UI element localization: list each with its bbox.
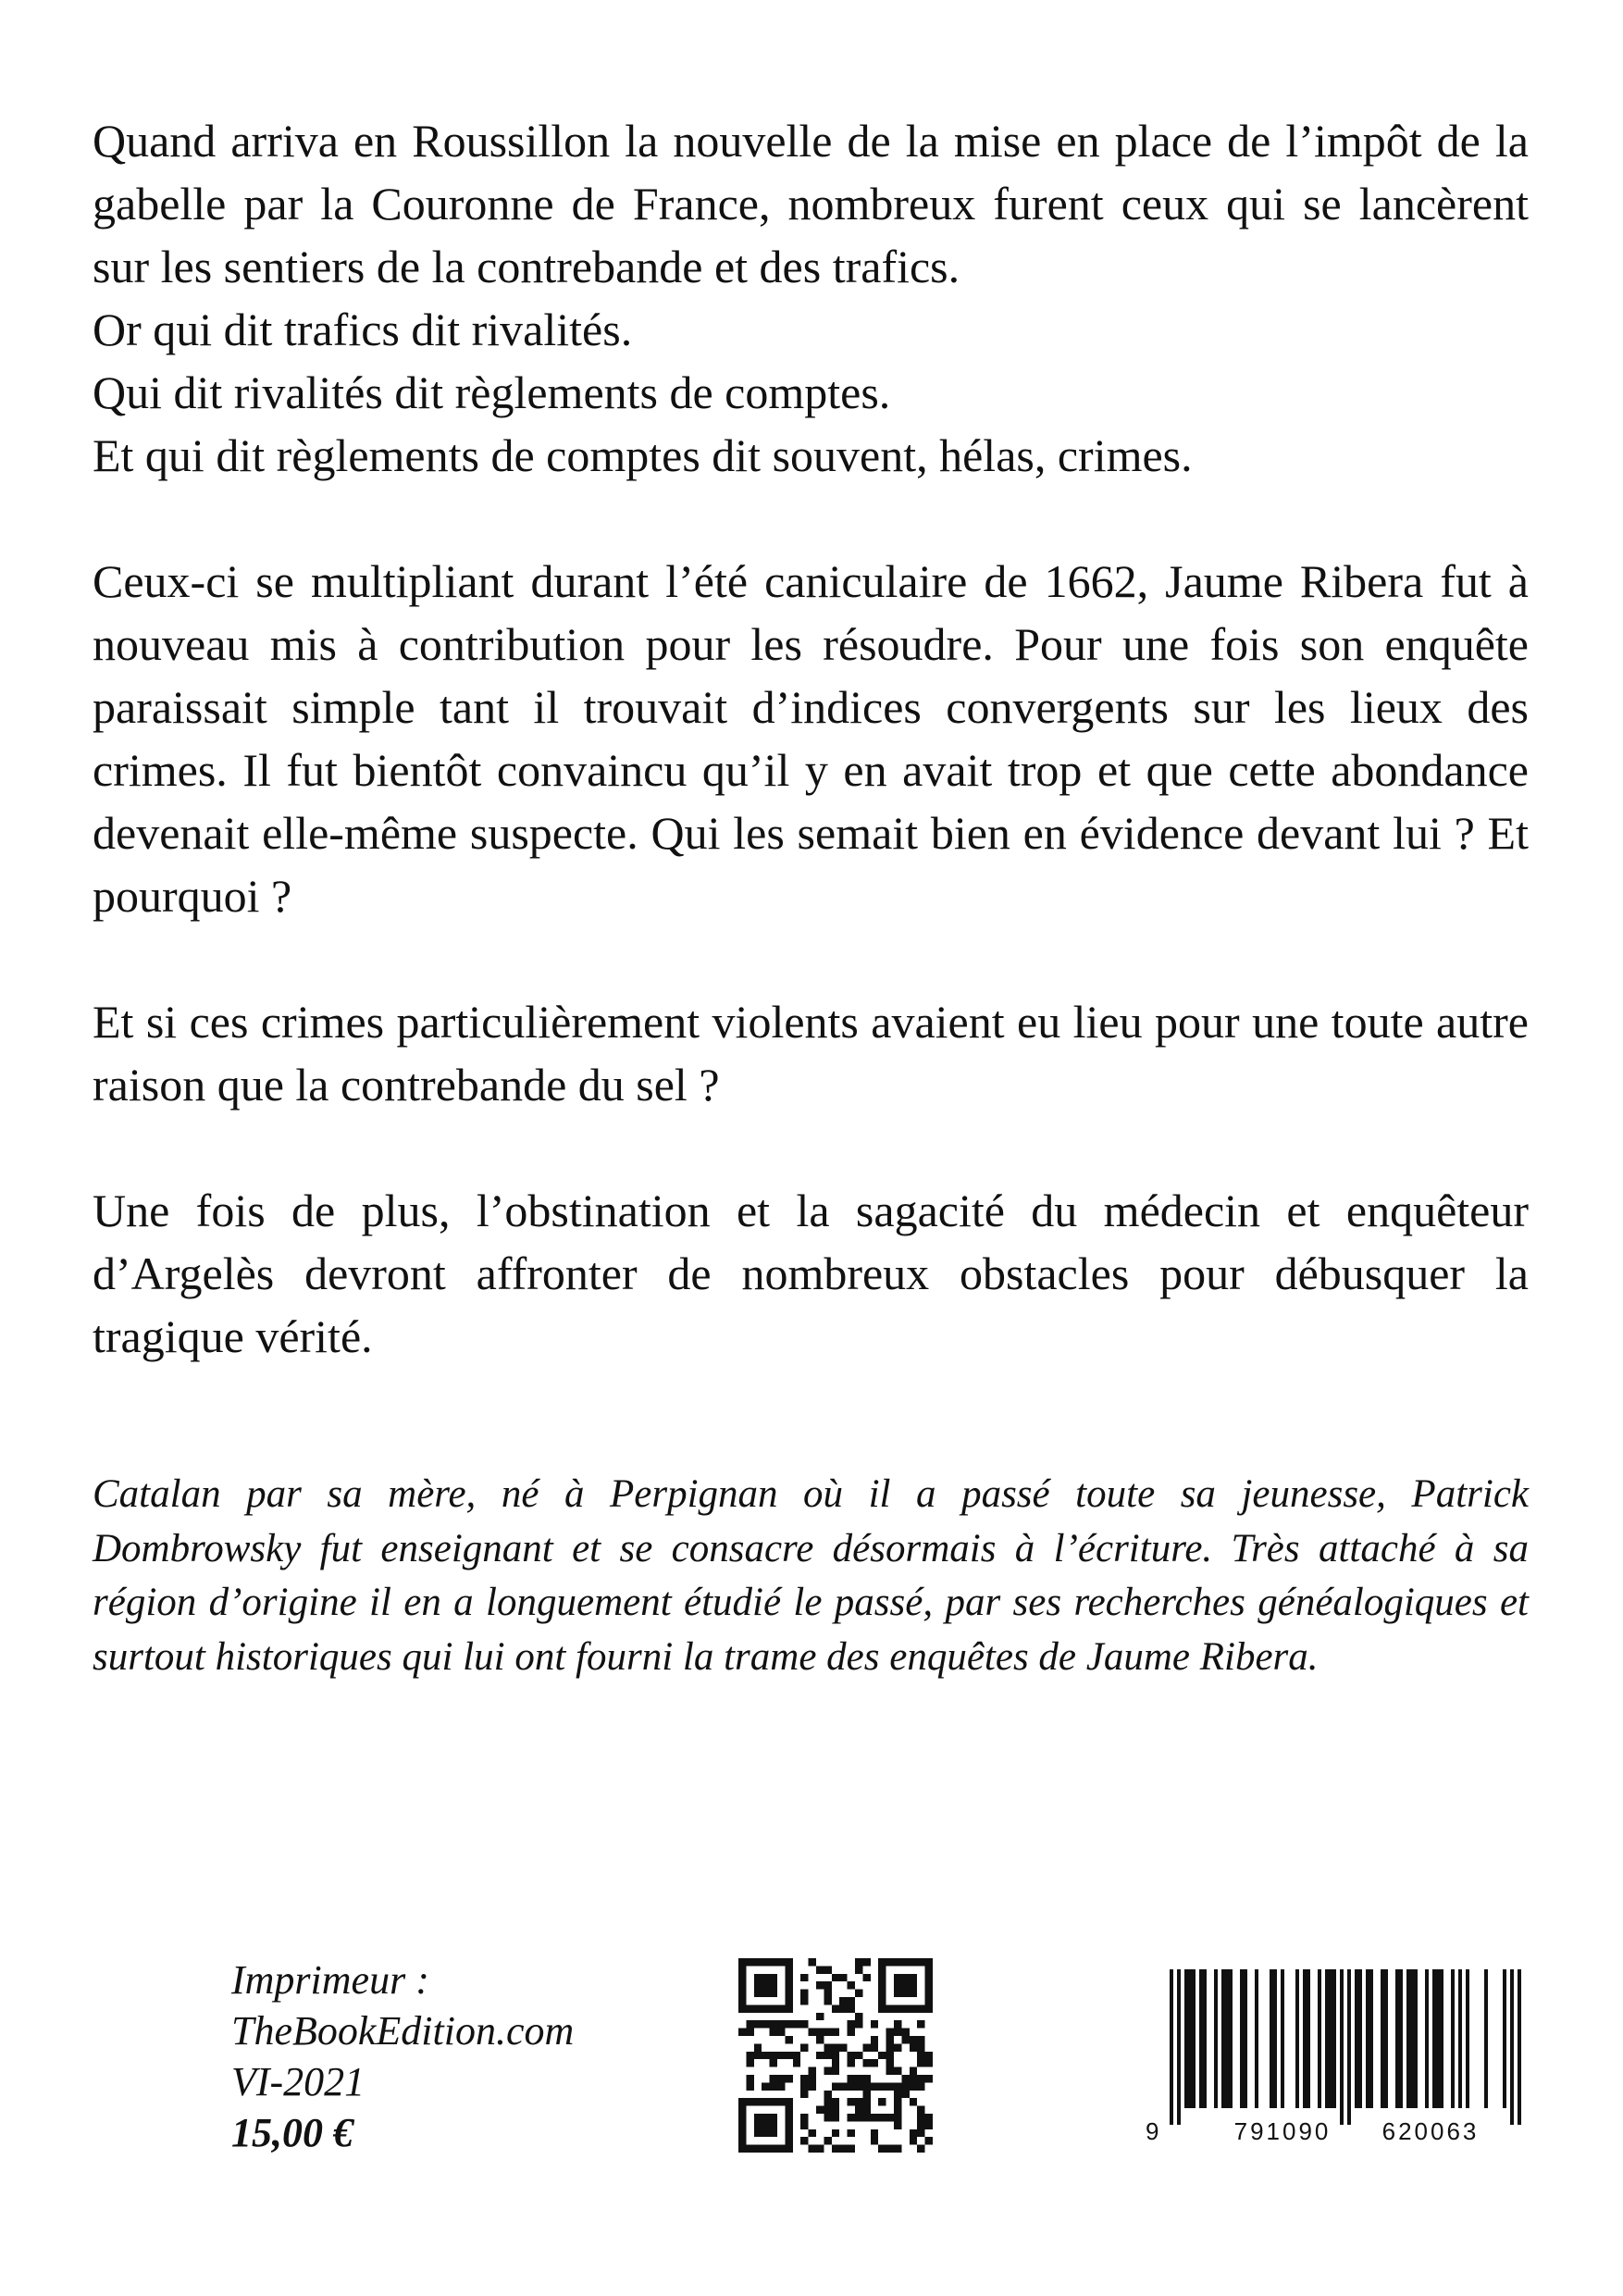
blurb-p1-line: Et qui dit règlements de comptes dit souvent, hélas, crimes. xyxy=(93,429,1193,481)
blurb-paragraph-3: Et si ces crimes particulièrement violents avaient eu lieu pour une toute autre raison que la contrebande du sel ? xyxy=(93,996,1529,1111)
blurb xyxy=(93,109,1529,1431)
barcode-group-1: 791090 xyxy=(1233,2117,1332,2145)
blurb-paragraph-4: Une fois de plus, l’obstination et la sagacité du médecin et enquêteur d’Argelès devront affronter de nombreux obstacles pour débusquer la tragique vérité. xyxy=(93,1185,1529,1362)
barcode-first-digit: 9 xyxy=(1146,2117,1159,2145)
blurb-p1-sentence: Quand arriva en Roussillon la nouvelle de la mise en place de l’impôt de la gabelle par la Couronne de France, nombreux furent ceux qui se lancèrent sur les sentiers de la contrebande et des trafics. xyxy=(93,115,1529,292)
author-bio: Catalan par sa mère, né à Perpignan où il a passé toute sa jeunesse, Patrick Dombrowsky fut enseignant et se consacre désormais à l’écriture. Très attaché à sa région d’origine il en a longuement étudié le passé, par ses recherches généalogiques et surtout historiques qui lui ont fourni la trame des enquêtes de Jaume Ribera. xyxy=(93,1472,1529,1679)
printer-name: TheBookEdition.com xyxy=(231,2008,575,2054)
blurb-p1-line: Or qui dit trafics dit rivalités. xyxy=(93,304,633,355)
qr-code-icon xyxy=(738,1958,933,2153)
blurb-paragraph-2: Ceux-ci se multipliant durant l’été caniculaire de 1662, Jaume Ribera fut à nouveau mis à contribution pour les résoudre. Pour une fois son enquête paraissait simple tant il trouvait d’indices convergents sur les lieux des crimes. Il fut bientôt convaincu qu’il y en avait trop et que cette abondance devenait elle-même suspecte. Qui les semait bien en évidence devant lui ? Et pourquoi ? xyxy=(93,555,1529,922)
isbn-barcode xyxy=(1144,1969,1529,2145)
price: 15,00 € xyxy=(231,2110,353,2155)
imprint-block xyxy=(231,1955,574,2158)
blurb-p1-line: Qui dit rivalités dit règlements de comptes. xyxy=(93,366,891,418)
print-date: VI-2021 xyxy=(231,2059,365,2104)
barcode-bars xyxy=(1170,1969,1521,2125)
imprint-label: Imprimeur : xyxy=(231,1957,429,2003)
barcode-group-2: 620063 xyxy=(1381,2117,1480,2145)
blurb-paragraph-1 xyxy=(93,109,1529,487)
